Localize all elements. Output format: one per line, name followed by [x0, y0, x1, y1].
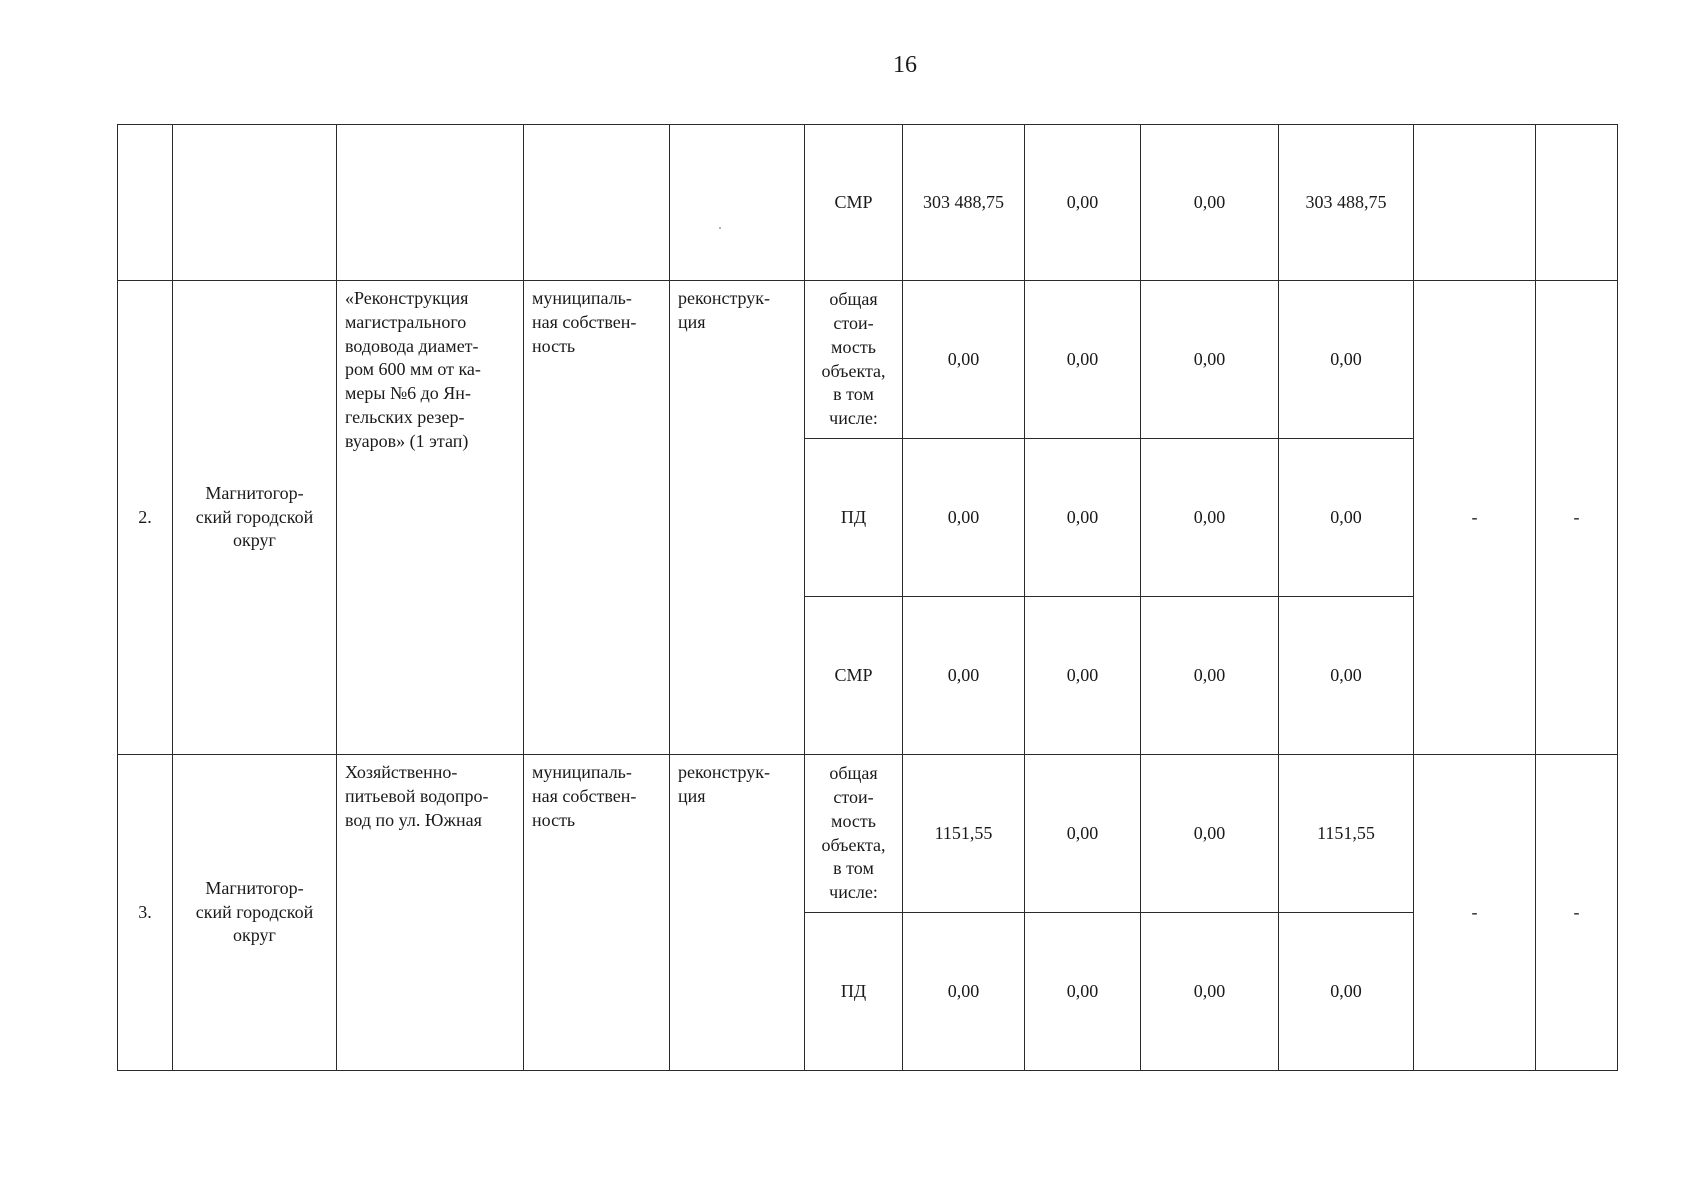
cell-value-total: 0,00: [903, 281, 1025, 439]
cell-col12: -: [1536, 755, 1618, 1071]
ownership: муниципаль- ная собствен- ность: [524, 281, 670, 755]
cell-col11: -: [1414, 755, 1536, 1071]
cell-value-total: 1151,55: [903, 755, 1025, 913]
cell-value-3: 0,00: [1141, 125, 1279, 281]
cell-value-2: 0,00: [1025, 913, 1141, 1071]
cell-value-4: 0,00: [1279, 597, 1414, 755]
cell-value-2: 0,00: [1025, 439, 1141, 597]
cell-col11: [1414, 125, 1536, 281]
object-number: 3.: [118, 755, 173, 1071]
cost-type: общая стои- мость объекта, в том числе:: [805, 281, 903, 439]
scan-speck: [719, 227, 721, 229]
object-name: Хозяйственно- питьевой водопро- вод по ул. Южная: [337, 755, 524, 1071]
cell-value-2: 0,00: [1025, 281, 1141, 439]
cell-col11: -: [1414, 281, 1536, 755]
cell-cost-type: СМР: [805, 125, 903, 281]
cell-value-4: 303 488,75: [1279, 125, 1414, 281]
cell-ownership: [524, 125, 670, 281]
cell-value-total: 0,00: [903, 439, 1025, 597]
cell-municipality: [173, 125, 337, 281]
ownership: муниципаль- ная собствен- ность: [524, 755, 670, 1071]
municipality: Магнитогор- ский городской округ: [173, 755, 337, 1071]
cost-type: СМР: [805, 597, 903, 755]
cost-type: ПД: [805, 439, 903, 597]
municipality: Магнитогор- ский городской округ: [173, 281, 337, 755]
cell-value-2: 0,00: [1025, 597, 1141, 755]
object-name: «Реконструкция магистрального водовода диамет- ром 600 мм от ка- меры №6 до Ян- гельских резер- вуаров» (1 этап): [337, 281, 524, 755]
page-number: 16: [893, 52, 917, 78]
continuation-row: [118, 125, 1618, 281]
cell-value-3: 0,00: [1141, 597, 1279, 755]
cell-value-3: 0,00: [1141, 439, 1279, 597]
cell-value-3: 0,00: [1141, 913, 1279, 1071]
cell-value-2: 0,00: [1025, 755, 1141, 913]
cell-value-total: 303 488,75: [903, 125, 1025, 281]
cell-object-name: [337, 125, 524, 281]
cell-value-4: 0,00: [1279, 281, 1414, 439]
cell-value-3: 0,00: [1141, 281, 1279, 439]
construction-objects-table: [117, 124, 1618, 1071]
cell-col12: -: [1536, 281, 1618, 755]
table-row: [118, 755, 1618, 913]
work-type: реконструк- ция: [670, 755, 805, 1071]
cell-num: [118, 125, 173, 281]
cell-value-2: 0,00: [1025, 125, 1141, 281]
table-row: [118, 281, 1618, 439]
cell-col12: [1536, 125, 1618, 281]
cell-value-4: 0,00: [1279, 439, 1414, 597]
cell-value-total: 0,00: [903, 913, 1025, 1071]
cell-work-type: [670, 125, 805, 281]
object-number: 2.: [118, 281, 173, 755]
cell-value-total: 0,00: [903, 597, 1025, 755]
work-type: реконструк- ция: [670, 281, 805, 755]
cost-type: ПД: [805, 913, 903, 1071]
cell-value-4: 0,00: [1279, 913, 1414, 1071]
cell-value-4: 1151,55: [1279, 755, 1414, 913]
cell-value-3: 0,00: [1141, 755, 1279, 913]
cost-type: общая стои- мость объекта, в том числе:: [805, 755, 903, 913]
